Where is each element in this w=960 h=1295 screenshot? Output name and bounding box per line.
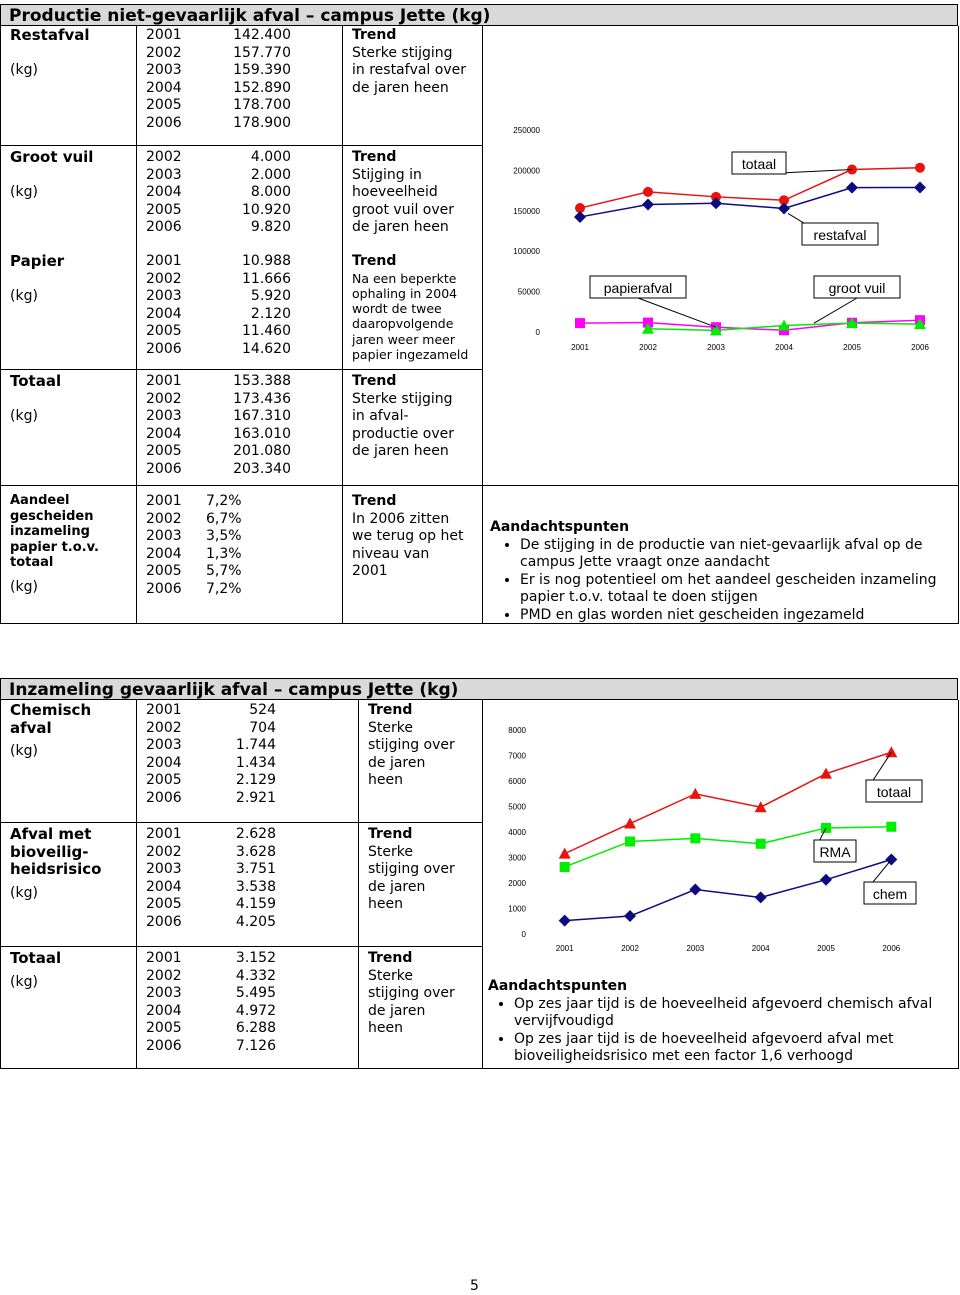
trend-line: de jaren heen (352, 443, 449, 459)
year: 2001 (146, 950, 182, 966)
trend-line: Na een beperkte (352, 270, 457, 286)
attention-title: Aandachtspunten (488, 978, 628, 994)
trend-line: de jaren (368, 1002, 426, 1019)
value: 1.744 (235, 737, 276, 753)
data-point (756, 839, 766, 849)
bioveiligheid-trend (368, 826, 480, 914)
year: 2004 (146, 754, 182, 771)
trend-line: Stijging in (352, 166, 422, 183)
data-point (915, 163, 925, 173)
value: 4.332 (235, 967, 276, 984)
trend-line: niveau van (352, 545, 430, 562)
value: 3,5% (206, 528, 242, 544)
year: 2002 (146, 44, 182, 61)
value: 2.921 (235, 789, 276, 806)
value: 5.920 (250, 288, 291, 304)
x-tick-label: 2004 (751, 944, 770, 953)
year: 2005 (146, 896, 182, 912)
x-tick-label: 2006 (882, 944, 901, 953)
row-unit: (kg) (10, 578, 38, 595)
row-divider (0, 1068, 959, 1069)
table-border (136, 26, 137, 624)
row-unit: (kg) (10, 61, 38, 78)
totaal-label-cell (10, 373, 134, 425)
value: 10.988 (242, 253, 291, 269)
data-point (886, 822, 896, 832)
value: 3.628 (235, 843, 276, 860)
y-tick-label: 0 (521, 930, 526, 939)
year: 2002 (146, 510, 182, 527)
y-tick-label: 150000 (513, 206, 540, 216)
trend-line: In 2006 zitten (352, 510, 450, 527)
year: 2002 (146, 967, 182, 984)
trend-line: groot vuil over (352, 201, 455, 218)
table-border (0, 26, 1, 624)
year: 2005 (146, 772, 182, 788)
trend-line: wordt de twee (352, 301, 442, 317)
year: 2005 (146, 97, 182, 113)
data-point (625, 836, 635, 846)
trend-line: in restafval over (352, 62, 466, 78)
year: 2004 (146, 545, 182, 562)
year: 2001 (146, 493, 182, 509)
trend-line: hoeveelheid (352, 184, 438, 200)
aandeel-label-cell (10, 493, 134, 596)
papier-label-cell (10, 253, 134, 305)
year: 2001 (146, 826, 182, 842)
restafval-label-cell (10, 27, 134, 79)
value: 7,2% (206, 493, 242, 509)
attention-box-2 (488, 978, 956, 1066)
year: 2004 (146, 79, 182, 96)
row-label: afval (10, 718, 52, 737)
row-unit: (kg) (10, 743, 38, 759)
year: 2002 (146, 149, 182, 165)
year: 2005 (146, 323, 182, 339)
chemisch-trend (368, 702, 480, 790)
page-number: 5 (470, 1278, 479, 1294)
callout-label: papierafval (603, 280, 673, 296)
year: 2004 (146, 184, 182, 200)
trend-line: heen (368, 896, 403, 912)
attention-title: Aandachtspunten (490, 519, 630, 535)
y-tick-label: 1000 (508, 904, 526, 914)
list-item: • Er is nog potentieel om het aandeel gescheiden inzameling papier t.o.v. totaal te doen stijgen (520, 572, 956, 607)
trend-title: Trend (352, 149, 397, 165)
row-unit: (kg) (10, 973, 38, 990)
y-tick-label: 6000 (508, 777, 526, 786)
year: 2003 (146, 861, 182, 877)
trend-title: Trend (368, 950, 413, 966)
list-item: • De stijging in de productie van niet-gevaarlijk afval op de campus Jette vraagt onze aandacht (520, 537, 956, 572)
callout-label: RMA (819, 844, 851, 860)
totaal2-data (146, 950, 276, 1055)
year: 2003 (146, 737, 182, 753)
value: 7.126 (235, 1037, 276, 1054)
row-unit: (kg) (10, 884, 38, 901)
list-item: • Op zes jaar tijd is de hoeveelheid afgevoerd chemisch afval vervijfvoudigd (514, 996, 956, 1031)
x-tick-label: 2001 (571, 343, 589, 352)
value: 8.000 (250, 184, 291, 200)
year: 2006 (146, 219, 182, 235)
trend-line: de jaren heen (352, 219, 449, 235)
data-point (643, 187, 653, 197)
trend-line: Sterke (368, 843, 413, 860)
table-border (0, 700, 1, 1069)
chart-gevaarlijk-afval (484, 712, 956, 962)
row-label: Chemisch (10, 701, 92, 719)
attention-list (490, 537, 956, 625)
trend-line: jaren weer meer (352, 331, 455, 347)
trend-title: Trend (368, 826, 413, 842)
value: 203.340 (233, 460, 291, 477)
year: 2001 (146, 702, 182, 718)
year: 2003 (146, 985, 182, 1001)
totaal-data (146, 373, 291, 478)
trend-line: papier ingezameld (352, 346, 469, 362)
year: 2005 (146, 443, 182, 459)
row-label: Afval met (10, 825, 92, 843)
totaal2-trend (368, 950, 480, 1038)
x-tick-label: 2002 (639, 343, 657, 352)
row-label: papier t.o.v. (10, 539, 99, 555)
year: 2003 (146, 166, 182, 183)
x-tick-label: 2003 (686, 944, 705, 953)
y-tick-label: 5000 (508, 802, 526, 812)
series-line (580, 187, 920, 216)
trend-line: de jaren (368, 878, 426, 895)
row-unit: (kg) (10, 183, 38, 200)
data-point (914, 181, 926, 193)
value: 142.400 (233, 27, 291, 43)
trend-title: Trend (352, 253, 397, 269)
row-label: Groot vuil (10, 148, 94, 166)
data-point (624, 910, 636, 922)
data-point (574, 211, 586, 223)
row-divider (0, 946, 482, 947)
year: 2003 (146, 408, 182, 424)
papier-data (146, 253, 291, 358)
trend-line: heen (368, 1020, 403, 1036)
trend-line: 2001 (352, 563, 388, 579)
value: 4.159 (235, 896, 276, 912)
restafval-trend (352, 27, 480, 97)
callout-label: totaal (876, 784, 912, 800)
data-point (689, 884, 701, 896)
trend-line: daaropvolgende (352, 316, 454, 332)
data-point (689, 788, 701, 799)
attention-box-1 (490, 519, 956, 624)
value: 3.152 (235, 950, 276, 966)
row-label: bioveilig- (10, 842, 89, 861)
y-tick-label: 250000 (513, 126, 540, 135)
section2-title: Inzameling gevaarlijk afval – campus Jette (kg) (0, 678, 958, 700)
row-divider (0, 369, 482, 370)
trend-line: stijging over (368, 861, 455, 877)
row-label: Totaal (10, 372, 62, 390)
value: 152.890 (233, 79, 291, 96)
data-point (846, 182, 858, 194)
row-label: heidsrisico (10, 860, 102, 878)
data-point (575, 318, 585, 328)
year: 2004 (146, 425, 182, 442)
value: 4.000 (250, 149, 291, 165)
x-tick-label: 2004 (775, 343, 793, 352)
y-tick-label: 2000 (508, 879, 526, 888)
value: 5.495 (235, 985, 276, 1001)
value: 14.620 (242, 340, 291, 357)
row-divider (0, 145, 482, 146)
year: 2002 (146, 270, 182, 287)
trend-line: in afval- (352, 408, 409, 424)
y-tick-label: 200000 (513, 166, 540, 176)
table-border (958, 26, 959, 624)
value: 3.538 (235, 878, 276, 895)
value: 2.129 (235, 772, 276, 788)
year: 2005 (146, 201, 182, 218)
row-unit: (kg) (10, 407, 38, 424)
list-item: • Op zes jaar tijd is de hoeveelheid afgevoerd afval met bioveiligheidsrisico met een factor 1,6 verhoogd (514, 1031, 956, 1066)
value: 1.434 (235, 754, 276, 771)
row-unit: (kg) (10, 287, 38, 304)
table-border (482, 700, 483, 1069)
year: 2004 (146, 305, 182, 322)
row-label: Papier (10, 252, 65, 270)
series-line (565, 752, 892, 853)
row-label: Restafval (10, 26, 90, 44)
x-tick-label: 2002 (621, 944, 639, 953)
value: 2.120 (250, 305, 291, 322)
trend-line: de jaren heen (352, 79, 449, 96)
value: 2.628 (235, 826, 276, 842)
value: 163.010 (233, 425, 291, 442)
year: 2004 (146, 878, 182, 895)
y-tick-label: 4000 (508, 828, 526, 837)
data-point (642, 199, 654, 211)
trend-title: Trend (352, 493, 397, 509)
chemisch-label-cell (10, 702, 134, 761)
value: 159.390 (233, 62, 291, 78)
groot-vuil-data (146, 149, 291, 237)
row-divider (0, 822, 482, 823)
groot-vuil-trend (352, 149, 480, 237)
value: 5,7% (206, 563, 242, 579)
value: 1,3% (206, 545, 242, 562)
row-label: Totaal (10, 949, 62, 967)
totaal-trend (352, 373, 480, 461)
callout-label: totaal (741, 156, 777, 172)
data-point (690, 833, 700, 843)
value: 6,7% (206, 510, 242, 527)
section1-title: Productie niet-gevaarlijk afval – campus Jette (kg) (0, 4, 958, 26)
y-tick-label: 7000 (508, 751, 526, 761)
value: 167.310 (233, 408, 291, 424)
x-tick-label: 2005 (843, 343, 861, 352)
x-tick-label: 2003 (707, 343, 725, 352)
callout-label: restafval (813, 227, 867, 243)
trend-line: stijging over (368, 737, 455, 753)
data-point (820, 768, 832, 779)
callout-label: groot vuil (828, 280, 886, 296)
callout-label: chem (872, 886, 908, 902)
table-border (958, 700, 959, 1069)
year: 2005 (146, 1020, 182, 1036)
row-label: inzameling (10, 524, 90, 539)
value: 11.666 (242, 270, 291, 287)
data-point (624, 818, 636, 829)
year: 2006 (146, 580, 182, 597)
groot-vuil-label-cell (10, 149, 134, 201)
value: 6.288 (235, 1020, 276, 1036)
value: 4.972 (235, 1002, 276, 1019)
value: 10.920 (242, 201, 291, 218)
trend-line: ophaling in 2004 (352, 285, 458, 301)
trend-line: Sterke stijging (352, 390, 453, 407)
papier-trend (352, 253, 480, 362)
value: 178.700 (233, 97, 291, 113)
aandeel-data (146, 493, 286, 598)
trend-line: we terug op het (352, 528, 464, 544)
trend-line: de jaren (368, 754, 426, 771)
year: 2006 (146, 789, 182, 806)
y-tick-label: 50000 (517, 287, 540, 297)
table-border (358, 700, 359, 1069)
y-tick-label: 8000 (508, 726, 526, 735)
data-point (885, 746, 897, 757)
data-point (820, 874, 832, 886)
trend-line: Sterke stijging (352, 44, 453, 61)
data-point (559, 848, 571, 859)
trend-line: productie over (352, 425, 455, 442)
data-point (755, 891, 767, 903)
year: 2002 (146, 719, 182, 736)
value: 704 (249, 719, 276, 736)
year: 2006 (146, 340, 182, 357)
year: 2006 (146, 913, 182, 930)
value: 201.080 (233, 443, 291, 459)
row-label: totaal (10, 555, 54, 570)
trend-line: Sterke (368, 967, 413, 984)
table-border (342, 26, 343, 624)
restafval-data (146, 27, 291, 132)
data-point (559, 915, 571, 927)
value: 2.000 (250, 166, 291, 183)
y-tick-label: 3000 (508, 853, 526, 863)
bioveiligheid-label-cell (10, 826, 134, 902)
table-border (136, 700, 137, 1069)
row-label: Aandeel (10, 493, 70, 508)
value: 153.388 (233, 373, 291, 389)
y-tick-label: 0 (535, 328, 540, 337)
year: 2003 (146, 62, 182, 78)
x-tick-label: 2006 (911, 343, 929, 352)
totaal2-label-cell (10, 950, 134, 991)
row-divider (0, 485, 959, 486)
trend-title: Trend (352, 27, 397, 43)
series-line (580, 320, 920, 330)
value: 173.436 (233, 390, 291, 407)
list-item: • PMD en glas worden niet gescheiden ingezameld (520, 607, 956, 625)
value: 4.205 (235, 913, 276, 930)
value: 11.460 (242, 323, 291, 339)
year: 2003 (146, 528, 182, 544)
year: 2005 (146, 563, 182, 579)
data-point (821, 823, 831, 833)
value: 157.770 (233, 44, 291, 61)
trend-line: heen (368, 772, 403, 788)
y-tick-label: 100000 (513, 247, 540, 257)
row-label: gescheiden (10, 508, 94, 524)
year: 2002 (146, 843, 182, 860)
year: 2002 (146, 390, 182, 407)
year: 2003 (146, 288, 182, 304)
year: 2006 (146, 1037, 182, 1054)
bioveiligheid-data (146, 826, 276, 931)
value: 178.900 (233, 114, 291, 131)
trend-line: Sterke (368, 719, 413, 736)
chemisch-data (146, 702, 276, 807)
x-tick-label: 2005 (817, 944, 835, 953)
trend-title: Trend (352, 373, 397, 389)
year: 2006 (146, 460, 182, 477)
data-point (778, 202, 790, 214)
data-point (560, 862, 570, 872)
value: 7,2% (206, 580, 242, 597)
year: 2006 (146, 114, 182, 131)
table-border (482, 26, 483, 624)
value: 3.751 (235, 861, 276, 877)
year: 2001 (146, 27, 182, 43)
attention-list (488, 996, 956, 1066)
x-tick-label: 2001 (555, 944, 574, 953)
trend-line: stijging over (368, 985, 455, 1001)
series-line (565, 860, 892, 921)
year: 2004 (146, 1002, 182, 1019)
trend-title: Trend (368, 702, 413, 718)
year: 2001 (146, 373, 182, 389)
value: 9.820 (250, 219, 291, 235)
year: 2001 (146, 253, 182, 269)
chart-niet-gevaarlijk-afval (484, 112, 958, 362)
value: 524 (249, 702, 276, 718)
aandeel-trend (352, 493, 480, 581)
